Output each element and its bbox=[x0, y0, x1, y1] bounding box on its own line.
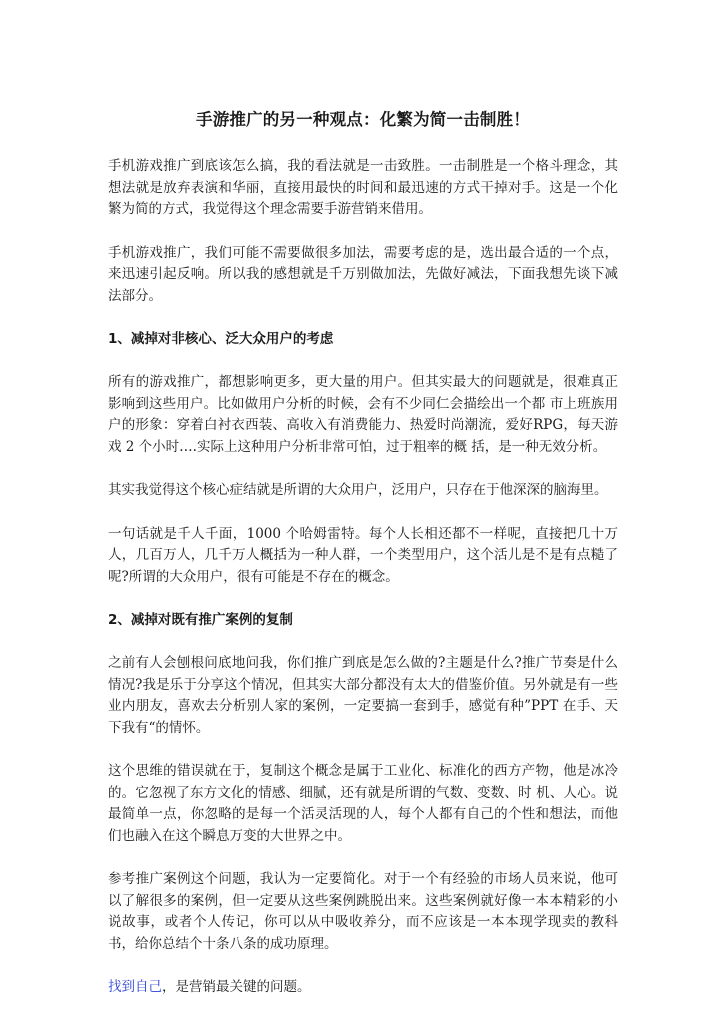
find-yourself-link[interactable]: 找到自己 bbox=[108, 979, 162, 995]
closing-text: ，是营销最关键的问题。 bbox=[162, 979, 311, 995]
section-1-paragraph-2: 其实我觉得这个核心症结就是所谓的大众用户，泛用户，只存在于他深深的脑海里。 bbox=[108, 482, 608, 498]
document-title: 手游推广的另一种观点：化繁为简一击制胜！ bbox=[196, 110, 530, 129]
section-1-paragraph-3: 一句话就是千人千面，1000 个哈姆雷特。每个人长相还都不一样呢，直接把几十万人，几百万人，几千万人概括为一种人群，一个类型用户，这个活儿是不是有点糙了呢?所谓的大众用户，很有可能是不存在的概念。 bbox=[108, 525, 618, 585]
section-2-heading: 2、减掉对既有推广案例的复制 bbox=[108, 612, 293, 628]
section-2-paragraph-2: 这个思维的错误就在于，复制这个概念是属于工业化、标准化的西方产物，他是冰冷的。它忽视了东方文化的情感、细腻，还有就是所谓的气数、变数、时 机、人心。说最简单一点，你忽略的是每一个活灵活现的人，每个人都有自己的个性和想法，而他们也融入在这个瞬息万变的大世界之中。 bbox=[108, 763, 618, 844]
document-page bbox=[108, 108, 618, 1021]
section-1-heading: 1、减掉对非核心、泛大众用户的考虑 bbox=[108, 331, 334, 347]
section-2-paragraph-1: 之前有人会刨根问底地问我，你们推广到底是怎么做的?主题是什么?推广节奏是什么情况?我是乐于分享这个情况，但其实大部分都没有太大的借鉴价值。另外就是有一些业内朋友，喜欢去分析别人家的案例，一定要搞一套到手，感觉有种”PPT 在手、天下我有“的情怀。 bbox=[108, 655, 618, 736]
closing-paragraph bbox=[108, 977, 618, 999]
section-2-paragraph-3: 参考推广案例这个问题，我认为一定要简化。对于一个有经验的市场人员来说，他可以了解很多的案例，但一定要从这些案例跳脱出来。这些案例就好像一本本精彩的小说故事，或者个人传记，你可以从中吸收养分，而不应该是一本本现学现卖的教科书，给你总结个十条八条的成功原理。 bbox=[108, 871, 618, 952]
section-1-paragraph-1: 所有的游戏推广，都想影响更多，更大量的用户。但其实最大的问题就是，很难真正影响到这些用户。比如做用户分析的时候，会有不少同仁会描绘出一个都 市上班族用户的形象：穿着白衬衣西装、高收入有消费能力、热爱时尚潮流，爱好RPG，每天游戏 2 个小时….实际上这种用户分析非常可怕，过于粗率的概 括，是一种无效分析。 bbox=[108, 374, 618, 455]
intro-paragraph-1: 手机游戏推广到底该怎么搞，我的看法就是一击致胜。一击制胜是一个格斗理念，其想法就是放弃表演和华丽，直接用最快的时间和最迅速的方式干掉对手。这是一个化繁为简的方式，我觉得这个理念需要手游营销来借用。 bbox=[108, 158, 618, 217]
intro-paragraph-2: 手机游戏推广，我们可能不需要做很多加法，需要考虑的是，选出最合适的一个点，来迅速引起反响。所以我的感想就是千万别做加法，先做好减法，下面我想先谈下减法部分。 bbox=[108, 244, 618, 304]
